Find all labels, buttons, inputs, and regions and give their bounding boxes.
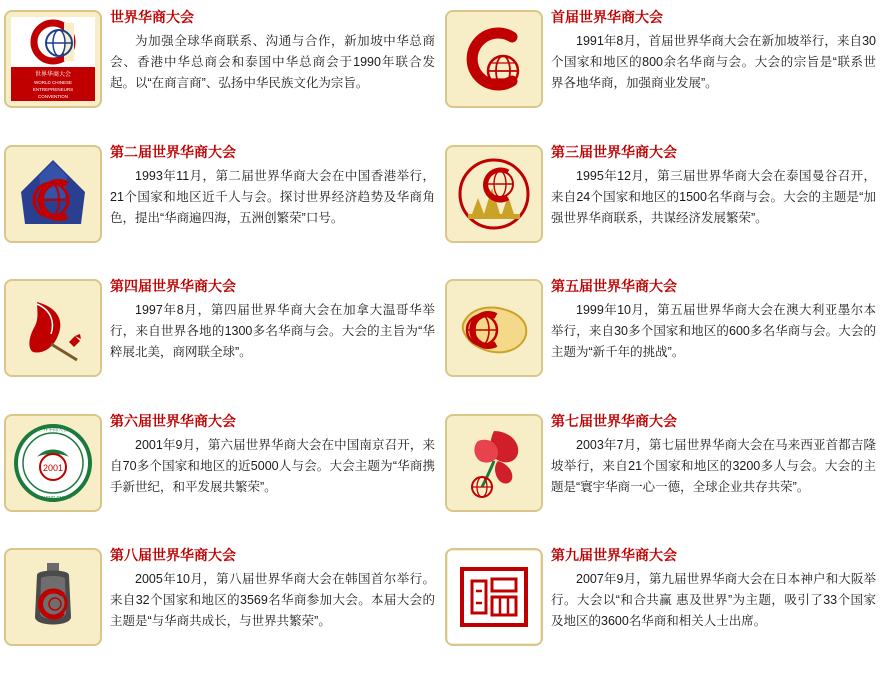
conference-logo (4, 548, 102, 646)
japan-kobe-red-seal-icon (448, 551, 540, 643)
conference-title: 首届世界华商大会 (551, 9, 663, 25)
conference-logo (445, 279, 543, 377)
malaysia-hibiscus-icon (448, 417, 540, 509)
list-item (441, 269, 882, 404)
hongkong-bauhinia-globe-icon (7, 148, 99, 240)
red-c-globe-icon (448, 13, 540, 105)
conference-description: 2007年9月，第九届世界华商大会在日本神户和大阪举行。大会以“和合共赢 惠及世界”为主题，吸引了33个国家及地区的3600名华商和相关人士出席。 (551, 572, 876, 628)
svg-text:世界华商大会: 世界华商大会 (34, 72, 72, 78)
list-item (0, 0, 441, 135)
conference-text (551, 4, 876, 94)
conference-text (551, 542, 876, 632)
conference-description: 1993年11月，第二届世界华商大会在中国香港举行，21个国家和地区近千人与会。探讨世界经济趋势及华商角色，提出“华商遍四海，五洲创繁荣”口号。 (110, 168, 435, 225)
conference-description: 1997年8月，第四届世界华商大会在加拿大温哥华举行，来自世界各地的1300多名华商与会。大会的主旨为“华粹展北美，商网联全球”。 (110, 303, 435, 359)
conference-text (551, 139, 876, 229)
conference-logo (4, 414, 102, 512)
conference-text (110, 139, 435, 229)
conference-text (110, 542, 435, 632)
conference-logo (4, 145, 102, 243)
nanjing-green-seal-icon (7, 417, 99, 509)
conference-text (110, 408, 435, 498)
conference-title: 第八届世界华商大会 (110, 547, 236, 563)
conference-title: 第九届世界华商大会 (551, 547, 677, 563)
list-item (0, 269, 441, 404)
conference-description: 为加强全球华商联系、沟通与合作，新加坡中华总商会、香港中华总商会和泰国中华总商会于1990年联合发起。以“在商言商”、弘扬中华民族文化为宗旨。 (110, 34, 435, 90)
conference-logo (4, 10, 102, 108)
conference-title: 第六届世界华商大会 (110, 412, 236, 429)
conference-text (110, 4, 435, 94)
list-item (441, 404, 882, 539)
conference-title: 世界华商大会 (110, 9, 194, 25)
conference-description: 2001年9月，第六届世界华商大会在中国南京召开，来自70多个国家和地区的近5000人与会。大会主题为“华商携手新世纪，和平发展共繁荣”。 (110, 437, 435, 494)
wcec-globe-emblem-icon (7, 13, 99, 105)
conference-logo (445, 10, 543, 108)
conference-text (551, 273, 876, 363)
conference-title: 第七届世界华商大会 (551, 412, 677, 429)
list-item (441, 135, 882, 270)
svg-text:WORLD CHINESE: WORLD CHINESE (33, 80, 73, 85)
australia-map-globe-icon (448, 282, 540, 374)
conference-logo (4, 279, 102, 377)
conference-description: 2005年10月，第八届世界华商大会在韩国首尔举行。来自32个国家和地区的3569名华商参加大会。本届大会的主题是“与华商共成长，与世界共繁荣”。 (110, 572, 435, 628)
list-item (0, 538, 441, 673)
conference-logo (445, 548, 543, 646)
thailand-temple-globe-icon (448, 148, 540, 240)
svg-text:ENTREPRENEURS: ENTREPRENEURS (32, 87, 74, 92)
svg-text:CONVENTION: CONVENTION (37, 94, 69, 99)
korea-seoul-lantern-icon (7, 551, 99, 643)
list-item (441, 0, 882, 135)
conference-logo (445, 145, 543, 243)
list-item (0, 404, 441, 539)
canada-maple-leaf-icon (7, 282, 99, 374)
conference-text (110, 273, 435, 363)
svg-text:NANJING CHINA: NANJING CHINA (35, 494, 71, 500)
conference-description: 1995年12月，第三届世界华商大会在泰国曼谷召开，来自24个国家和地区的1500名华商与会。大会的主题是“加强世界华商联系，共谋经济发展繁荣”。 (551, 168, 876, 225)
conference-text (551, 408, 876, 498)
list-item (441, 538, 882, 673)
conference-title: 第二届世界华商大会 (110, 143, 236, 160)
conference-description: 1999年10月，第五届世界华商大会在澳大利亚墨尔本举行，来自30多个国家和地区的600多名华商与会。大会的主题为“新千年的挑战”。 (551, 303, 876, 359)
conference-title: 第三届世界华商大会 (551, 143, 677, 160)
conference-logo (445, 414, 543, 512)
conference-title: 第四届世界华商大会 (110, 278, 236, 294)
svg-text:2001: 2001 (42, 462, 64, 473)
conference-description: 2003年7月，第七届世界华商大会在马来西亚首都吉隆坡举行，来自21个国家和地区的3200多人与会。大会的主题是“寰宇华商一心一德，全球企业共存共荣”。 (551, 437, 876, 494)
list-item (0, 135, 441, 270)
svg-text:世界华商大会: 世界华商大会 (37, 426, 69, 433)
conference-description: 1991年8月，首届世界华商大会在新加坡举行，来自30个国家和地区的800余名华商与会。大会的宗旨是“联系世界各地华商，加强商业发展”。 (551, 34, 876, 90)
conference-title: 第五届世界华商大会 (551, 278, 677, 294)
